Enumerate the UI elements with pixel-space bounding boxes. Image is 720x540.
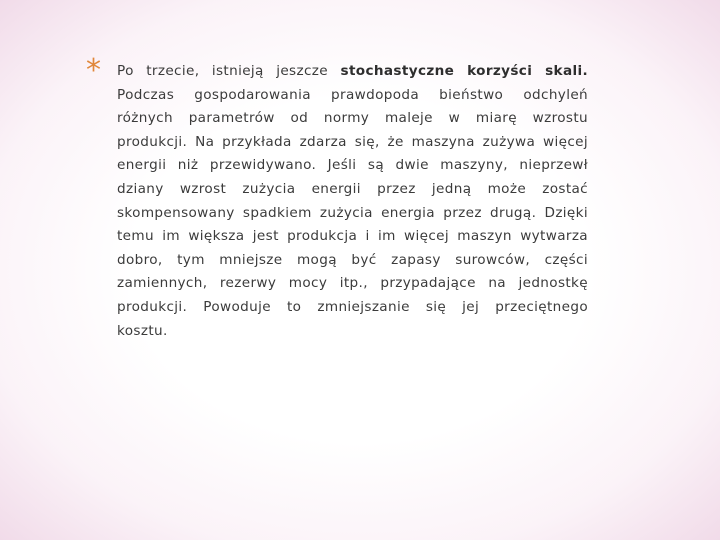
- paragraph-text-start: Po trzecie, istnieją jeszcze: [117, 63, 341, 79]
- paragraph-text-rest: Podczas gospodarowania prawdopoda bieństwo odchyleń różnych parametrów od normy maleje w miarę wzrostu produkcji. Na przykłada zdarza się, że maszyna zużywa więcej energii niż przewidywano. Jeśli są dwie maszyny, nieprzewł dziany wzrost zużycia energii przez jedną może zostać skompensowany spadkiem zużycia energia przez drugą. Dzięki temu im większa jest produkcja i im więcej maszyn wytwarza dobro, tym mniejsze mogą być zapasy surowców, części zamiennych, rezerwy mocy itp., przypadające na jednostkę produkcji. Powoduje to zmniejszanie się jej przeciętnego kosztu.: [117, 86, 588, 339]
- bullet-star-icon: *: [86, 53, 101, 88]
- bullet-point: [86, 53, 589, 343]
- bullet-paragraph: [86, 60, 588, 343]
- bold-phrase: stochastyczne korzyści skali.: [340, 63, 589, 79]
